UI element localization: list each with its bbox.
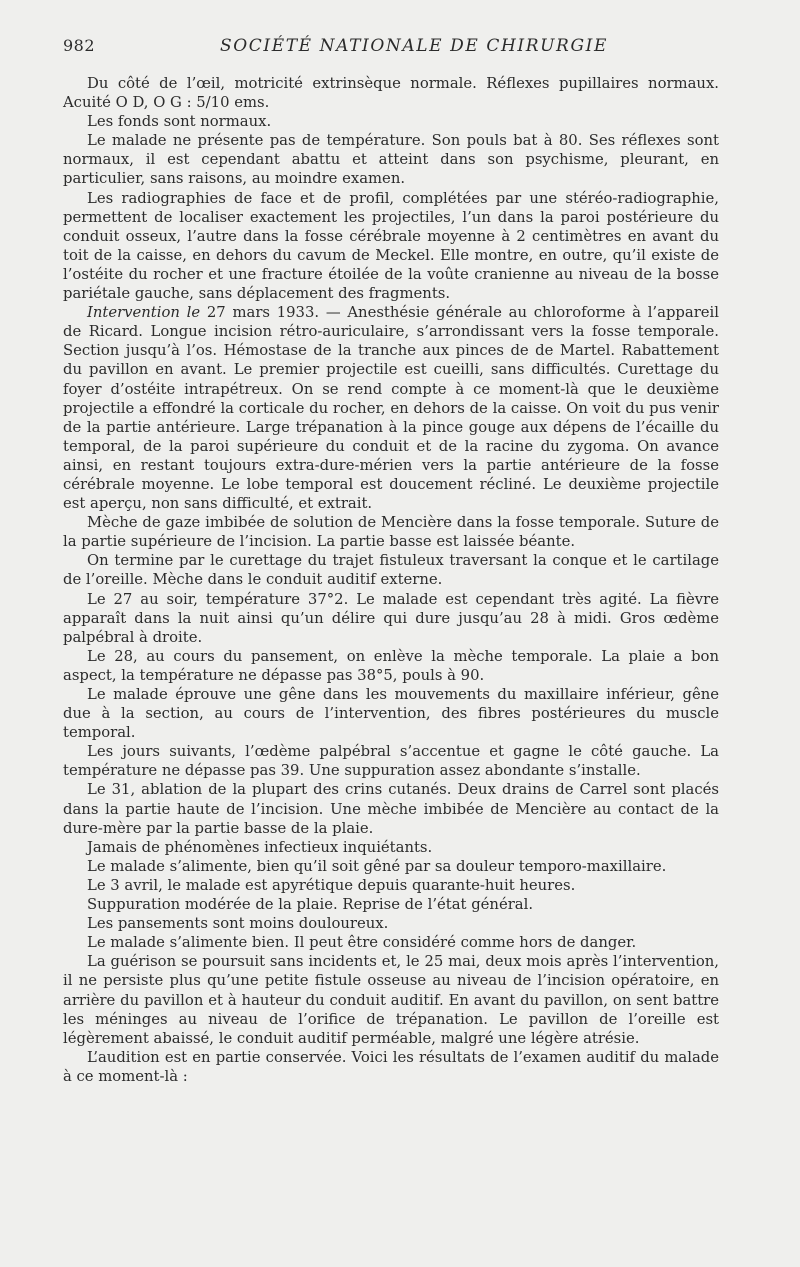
paragraph: L’audition est en partie conservée. Voici les résultats de l’examen auditif du malade à ce moment-là : [63, 1048, 719, 1085]
paragraph: Le 28, au cours du pansement, on enlève la mèche temporale. La plaie a bon aspect, la température ne dépasse pas 38°5, pouls à 90. [63, 647, 719, 684]
paragraph: Les pansements sont moins douloureux. [87, 915, 389, 933]
intervention-label: Intervention le [87, 304, 201, 322]
intervention-paragraph [63, 303, 719, 513]
running-title: SOCIÉTÉ NATIONALE DE CHIRURGIE [220, 36, 608, 56]
paragraph: La guérison se poursuit sans incidents et, le 25 mai, deux mois après l’intervention, il ne persiste plus qu’une petite fistule osseuse au niveau de l’incision opératoire, en arrière du pavillon et à hauteur du conduit auditif. En avant du pavillon, on sent battre les méninges au niveau de l’orifice de trépanation. Le pavillon de l’oreille est légèrement abaissé, le conduit auditif perméable, malgré une légère atrésie. [63, 953, 719, 1047]
body-text [63, 74, 719, 1086]
intervention-text: 27 mars 1933. — Anesthésie générale au chloroforme à l’appareil de Ricard. Longue incision rétro-auriculaire, s’arrondissant vers la fosse temporale. Section jusqu’à l’os. Hémostase de la tranche aux pinces de de Martel. Rabattement du pavillon en avant. Le premier projectile est cueilli, sans difficultés. Curettage du foyer d’ostéite intrapétreux. On se rend compte à ce moment-là que le deuxième projectile a effondré la corticale du rocher, en dehors de la caisse. On voit du pus venir de la partie antérieure. Large trépanation à la pince gouge aux dépens de l’écaille du temporal, de la paroi supérieure du conduit et de la racine du zygoma. On avance ainsi, en restant toujours extra-dure-mérien vers la partie antérieure de la fosse cérébrale moyenne. Le lobe temporal est doucement récliné. Le deuxième projectile est aperçu, non sans difficulté, et extrait. [63, 304, 720, 513]
paragraph: Les radiographies de face et de profil, complétées par une stéréo-radiographie, permettent de localiser exactement les projectiles, l’un dans la paroi postérieure du conduit osseux, l’autre dans la fosse cérébrale moyenne à 2 centimètres en avant du toit de la caisse, en dehors du cavum de Meckel. Elle montre, en outre, qu’il existe de l’ostéite du rocher et une fracture étoilée de la voûte cranienne au niveau de la bosse pariétale gauche, sans déplacement des fragments. [63, 189, 719, 303]
paragraph: On termine par le curettage du trajet fistuleux traversant la conque et le cartilage de l’oreille. Mèche dans le conduit auditif externe. [63, 552, 719, 589]
paragraph: Le 31, ablation de la plupart des crins cutanés. Deux drains de Carrel sont placés dans la partie haute de l’incision. Une mèche imbibée de Mencière au contact de la dure-mère par la partie basse de la plaie. [63, 781, 719, 837]
paragraph: Suppuration modérée de la plaie. Reprise de l’état général. [87, 896, 534, 914]
paragraph: Le malade s’alimente bien. Il peut être considéré comme hors de danger. [87, 934, 637, 952]
paragraph: Jamais de phénomènes infectieux inquiétants. [87, 838, 433, 856]
paragraph: Du côté de l’œil, motricité extrinsèque normale. Réflexes pupillaires normaux. Acuité O D, O G : 5/10 ems. [63, 75, 719, 112]
page-number: 982 [63, 36, 96, 55]
paragraph: Le 27 au soir, température 37°2. Le malade est cependant très agité. La fièvre apparaît dans la nuit ainsi qu’un délire qui dure jusqu’au 28 à midi. Gros œdème palpébral à droite. [63, 590, 719, 646]
paragraph: Mèche de gaze imbibée de solution de Mencière dans la fosse temporale. Suture de la partie supérieure de l’incision. La partie basse est laissée béante. [63, 514, 719, 551]
paragraph: Le 3 avril, le malade est apyrétique depuis quarante-huit heures. [87, 876, 576, 894]
paragraph: Le malade éprouve une gêne dans les mouvements du maxillaire inférieur, gêne due à la section, au cours de l’intervention, des fibres postérieures du muscle temporal. [63, 686, 719, 742]
paragraph: Le malade s’alimente, bien qu’il soit gêné par sa douleur temporo-maxillaire. [87, 857, 667, 875]
page-header [0, 36, 800, 60]
paragraph: Les fonds sont normaux. [87, 113, 272, 131]
paragraph: Les jours suivants, l’œdème palpébral s’accentue et gagne le côté gauche. La température ne dépasse pas 39. Une suppuration assez abondante s’installe. [63, 743, 719, 780]
paragraph: Le malade ne présente pas de température. Son pouls bat à 80. Ses réflexes sont normaux, il est cependant abattu et atteint dans son psychisme, pleurant, en particulier, sans raisons, au moindre examen. [63, 132, 719, 188]
